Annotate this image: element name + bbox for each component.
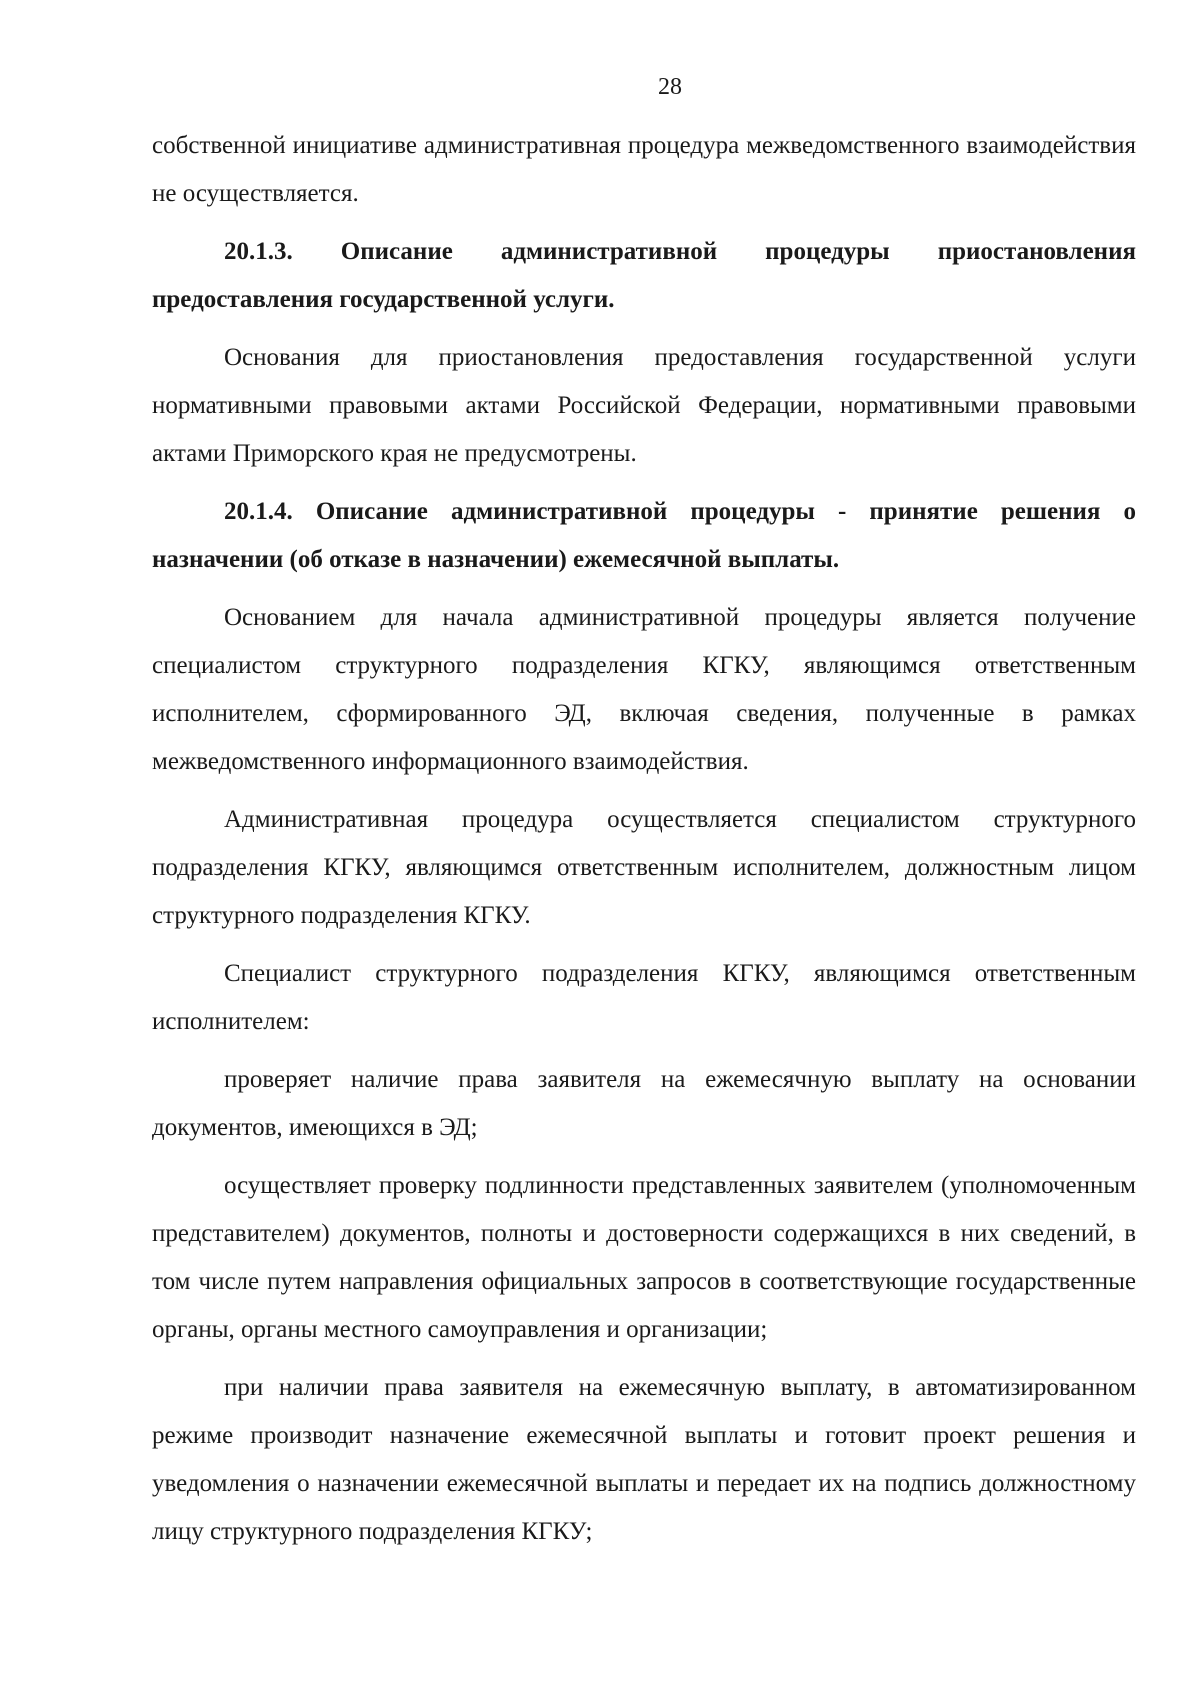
paragraph-continuation: собственной инициативе административная процедура межведомственного взаимодействия не осуществляется. [152, 132, 1136, 207]
page-number: 28 [658, 74, 682, 100]
list-item-checks-right: проверяет наличие права заявителя на ежемесячную выплату на основании документов, имеющихся в ЭД; [152, 1066, 1136, 1141]
paragraph-suspension-grounds: Основания для приостановления предоставления государственной услуги нормативными правовыми актами Российской Федерации, нормативными правовыми актами Приморского края не предусмотрены. [152, 344, 1136, 467]
section-heading-20-1-3: 20.1.3. Описание административной процедуры приостановления предоставления государственной услуги. [152, 238, 1136, 313]
list-item-assigns-payment: при наличии права заявителя на ежемесячную выплату, в автоматизированном режиме производит назначение ежемесячной выплаты и готовит проект решения и уведомления о назначении ежемесячной выплаты и передает их на подпись должностному лицу структурного подразделения КГКУ; [152, 1374, 1136, 1545]
list-item-verifies-documents: осуществляет проверку подлинности представленных заявителем (уполномоченным представителем) документов, полноты и достоверности содержащихся в них сведений, в том числе путем направления официальных запросов в соответствующие государственные органы, органы местного самоуправления и организации; [152, 1172, 1136, 1343]
paragraph-procedure-basis: Основанием для начала административной процедуры является получение специалистом структурного подразделения КГКУ, являющимся ответственным исполнителем, сформированного ЭД, включая сведения, полученные в рамках межведомственного информационного взаимодействия. [152, 604, 1136, 775]
paragraph-procedure-executor: Административная процедура осуществляется специалистом структурного подразделения КГКУ, являющимся ответственным исполнителем, должностным лицом структурного подразделения КГКУ. [152, 806, 1136, 929]
paragraph-specialist-intro: Специалист структурного подразделения КГКУ, являющимся ответственным исполнителем: [152, 960, 1136, 1035]
document-body [152, 122, 1136, 1566]
section-heading-20-1-4: 20.1.4. Описание административной процедуры - принятие решения о назначении (об отказе в назначении) ежемесячной выплаты. [152, 498, 1136, 573]
